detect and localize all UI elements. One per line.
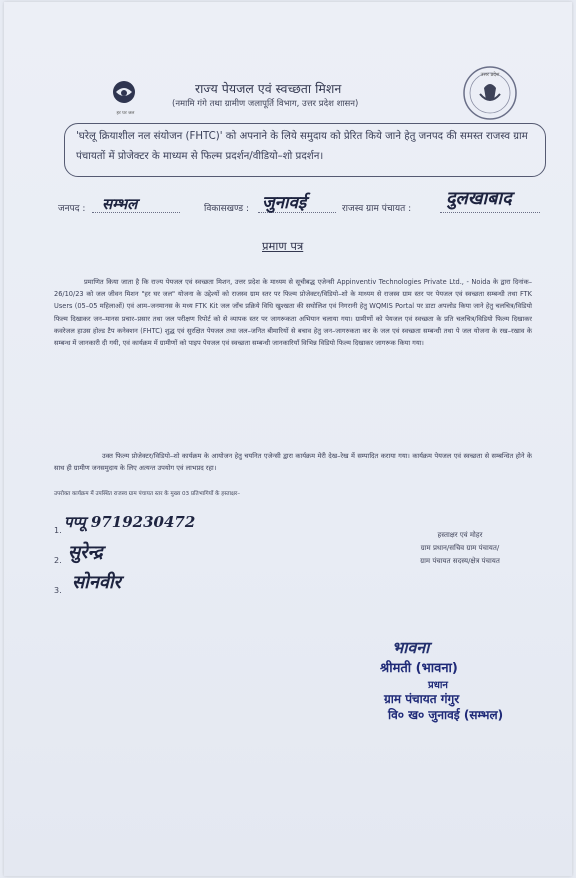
stamp-line-2: प्रधान [428, 680, 448, 691]
stamp-handwritten-name: भावना [392, 638, 430, 657]
emblem-caption: उत्तर प्रदेश [480, 72, 500, 78]
panchayat-label: राजस्व ग्राम पंचायत : [342, 204, 412, 214]
panchayat-value: दुलखाबाद [446, 188, 512, 209]
block-value: जुनावई [262, 193, 307, 213]
certificate-paragraph-1: प्रमाणित किया जाता है कि राज्य पेयजल एवं स्वच्छता मिशन, उत्तर प्रदेश के माध्यम से सूचीबद्ध एजेन्सी Appinventiv Technologies Private Ltd., - Noida के द्वारा दिनांक– 26/10/23 को जल जीवन मिशन "हर घर जल" योजना के उद्देश्यों को राजस्व ग्राम स्तर पर फिल्म प्रोजेक्टर/विडियो–शो के माध्यम से राजस्व ग्राम स्तर पर पेयजल एवं स्वच्छता सम्बन्धी तथा FTK Users (05–05 महिलाओं) एवं आम–जनमानस के मध्य FTK Kit जल जाँच प्रक्रिये विधि खुश्खता की सघोलिश एवं निगरानी हेतु WQMIS Portal पर डाटा अपलोड किया जाने हेतु चलचित्र/विडियो फिल्म दिखाकर जन–मानस प्रचार–प्रसार तथा जल परीक्षण रिपोर्ट को से व्यापक स्तर पर जागरूकता अभियान चलाया गया। ग्रामीणों को पेयजल एवं स्वच्छता के प्रति चलचित्र/विडियो फिल्म दिखाकर कवरेजल हाउस होल्ड टैप कनेक्शन (FHTC) शुद्ध एवं सुरक्षित पेयजल तथा जल–जनित बीमारियों से बचाव हेतु जन–जागरुकता कर के जल एवं स्वच्छता सम्बन्धी तथा पे जल योजना के रख–रखाव के सम्बन्ध में जानकारी दी गयी, एवं कार्यक्रम में ग्रामीणों को पाइप पेयजल एवं स्वच्छता सम्बन्धी जानकारियाँ विभिन्न विडियो फिल्म दिखाकर जागरूक किया गया। [54, 278, 532, 348]
panchayat-line [440, 212, 540, 213]
signature-2-number: 2. [54, 556, 62, 565]
program-banner-text: 'घरेलू क्रियाशील नल संयोजन (FHTC)' को अपनाने के लिये समुदाय को प्रेरित किये जाने हेतु जनपद की समस्त राजस्व ग्राम पंचायतों में प्रोजेक्टर के माध्यम से फिल्म प्रदर्शन/वीडियो–शो प्रदर्शन। [76, 131, 528, 162]
signature-2: सुरेन्द्र [68, 542, 103, 563]
signature-3-number: 3. [54, 586, 62, 595]
up-state-emblem-icon [460, 64, 520, 122]
certificate-paragraph-2: उक्त फिल्म प्रोजेक्टर/विडियो–शो कार्यक्रम के आयोजन हेतु चयनित एजेन्सी द्वारा कार्यक्रम मेरी देख–रेख में सम्पादित कराया गया। कार्यक्रम पेयजल एवं स्वच्छता से सम्बन्धित होने के साथ ही ग्रामीण जनसमुदाय के लिए अत्यन्त उपयोग एवं लाभप्रद रहा। [54, 452, 532, 473]
signature-1-number: 1. [54, 526, 62, 535]
block-label: विकासखण्ड : [204, 204, 250, 214]
stamp-line-3: ग्राम पंचायत गंगुर [384, 692, 460, 706]
district-value: सम्भल [102, 195, 138, 213]
mission-title: राज्य पेयजल एवं स्वच्छता मिशन [195, 81, 342, 96]
mission-subtitle: (नमामि गंगे तथा ग्रामीण जलापूर्ति विभाग, उत्तर प्रदेश शासन) [172, 99, 359, 109]
signature-label-1: हस्ताक्षर एवं मोहर [437, 531, 483, 539]
certificate-title: प्रमाण पत्र [262, 239, 304, 253]
signature-label-3: ग्राम पंचायत सदस्य/क्षेत्र पंचायत [420, 557, 500, 565]
signature-3: सोनवीर [72, 572, 121, 593]
stamp-line-4: वि० ख० जुनावई (सम्भल) [388, 708, 504, 722]
signature-1: पप्पू 9719230472 [64, 513, 196, 531]
signature-instruction: उपरोक्त कार्यक्रम में उपस्थित राजस्व ग्राम पंचायत स्तर के मुख्य 03 प्रतिभागियों के हस्ताक्षर– [54, 491, 241, 497]
signature-label-2: ग्राम प्रधान/सचिव ग्राम पंचायत/ [420, 544, 500, 552]
logo-left-caption: हर घर जल [116, 111, 135, 116]
district-label: जनपद : [58, 204, 86, 214]
stamp-line-1: श्रीमती (भावना) [380, 661, 458, 676]
